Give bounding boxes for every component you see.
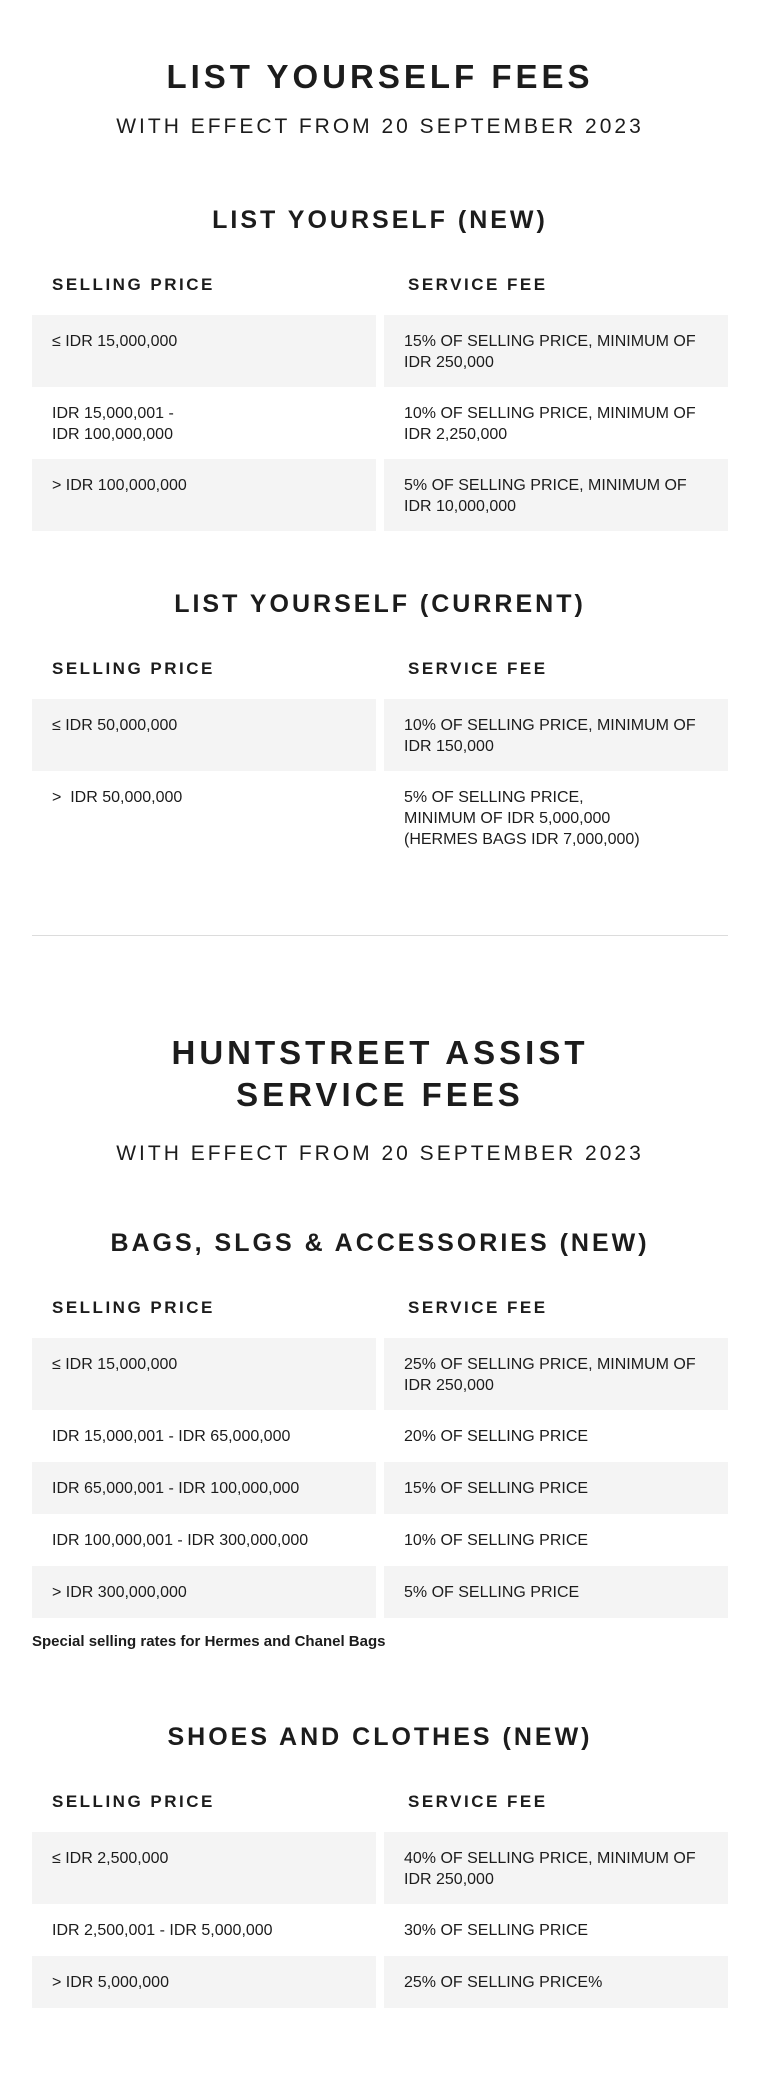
table-header <box>32 639 728 699</box>
selling-price-cell: IDR 65,000,001 - IDR 100,000,000 <box>32 1462 376 1514</box>
table-row <box>32 387 728 459</box>
list-yourself-current-table <box>0 639 760 865</box>
selling-price-header: SELLING PRICE <box>52 1298 215 1317</box>
service-fee-cell: 5% OF SELLING PRICE <box>384 1566 728 1618</box>
table-row <box>32 315 728 387</box>
service-fee-cell: 30% OF SELLING PRICE <box>404 1922 589 1939</box>
bags-table <box>0 1278 760 1652</box>
service-fee-header: SERVICE FEE <box>408 275 548 294</box>
service-fee-cell: 20% OF SELLING PRICE <box>404 1428 589 1445</box>
selling-price-header: SELLING PRICE <box>52 1792 215 1811</box>
table-row <box>32 1462 728 1514</box>
assist-title-line-1: HUNTSTREET ASSIST <box>171 1034 589 1071</box>
list-yourself-new-table <box>0 255 760 531</box>
list-yourself-effective-date: WITH EFFECT FROM 20 SEPTEMBER 2023 <box>116 115 644 138</box>
service-fee-cell: 40% OF SELLING PRICE, MINIMUM OF IDR 250,000 <box>384 1832 728 1904</box>
selling-price-cell: IDR 15,000,001 - IDR 100,000,000 <box>52 405 174 443</box>
selling-price-cell: IDR 100,000,001 - IDR 300,000,000 <box>52 1532 309 1549</box>
selling-price-cell: ≤ IDR 15,000,000 <box>32 315 376 387</box>
table-row <box>32 1832 728 1904</box>
table-row <box>32 459 728 531</box>
shoes-heading: SHOES AND CLOTHES (NEW) <box>167 1723 593 1751</box>
selling-price-cell: ≤ IDR 50,000,000 <box>32 699 376 771</box>
shoes-table <box>0 1772 760 2008</box>
table-row <box>32 771 728 865</box>
assist-title-line-2: SERVICE FEES <box>236 1076 524 1113</box>
table-row <box>32 1904 728 1956</box>
table-row <box>32 1410 728 1462</box>
table-row <box>32 1566 728 1618</box>
selling-price-cell: ≤ IDR 2,500,000 <box>32 1832 376 1904</box>
selling-price-cell: ≤ IDR 15,000,000 <box>32 1338 376 1410</box>
table-row <box>32 1514 728 1566</box>
selling-price-cell: > IDR 300,000,000 <box>32 1566 376 1618</box>
service-fee-cell: 25% OF SELLING PRICE% <box>384 1956 728 2008</box>
service-fee-header: SERVICE FEE <box>408 1298 548 1317</box>
service-fee-cell: 15% OF SELLING PRICE <box>384 1462 728 1514</box>
list-yourself-new-heading: LIST YOURSELF (NEW) <box>212 206 548 234</box>
selling-price-cell: > IDR 50,000,000 <box>52 789 183 806</box>
assist-title <box>0 936 760 1116</box>
selling-price-header: SELLING PRICE <box>52 659 215 678</box>
table-header <box>32 1278 728 1338</box>
list-yourself-title: LIST YOURSELF FEES <box>166 58 594 95</box>
selling-price-header: SELLING PRICE <box>52 275 215 294</box>
table-row <box>32 1338 728 1410</box>
selling-price-cell: IDR 2,500,001 - IDR 5,000,000 <box>52 1922 273 1939</box>
table-row <box>32 1956 728 2008</box>
service-fee-header: SERVICE FEE <box>408 659 548 678</box>
special-rates-note: Special selling rates for Hermes and Chanel Bags <box>32 1633 386 1650</box>
service-fee-cell: 25% OF SELLING PRICE, MINIMUM OF IDR 250,000 <box>384 1338 728 1410</box>
table-row <box>32 699 728 771</box>
service-fee-cell: 10% OF SELLING PRICE, MINIMUM OF IDR 150,000 <box>384 699 728 771</box>
service-fee-cell: 5% OF SELLING PRICE, MINIMUM OF IDR 10,000,000 <box>384 459 728 531</box>
service-fee-cell: 5% OF SELLING PRICE, MINIMUM OF IDR 5,000,000 (HERMES BAGS IDR 7,000,000) <box>404 789 640 848</box>
selling-price-cell: > IDR 5,000,000 <box>32 1956 376 2008</box>
assist-effective-date: WITH EFFECT FROM 20 SEPTEMBER 2023 <box>116 1142 644 1165</box>
list-yourself-current-heading: LIST YOURSELF (CURRENT) <box>174 590 586 618</box>
table-header <box>32 1772 728 1832</box>
service-fee-cell: 15% OF SELLING PRICE, MINIMUM OF IDR 250,000 <box>384 315 728 387</box>
table-header <box>32 255 728 315</box>
service-fee-cell: 10% OF SELLING PRICE, MINIMUM OF IDR 2,250,000 <box>404 405 696 443</box>
service-fee-header: SERVICE FEE <box>408 1792 548 1811</box>
bags-heading: BAGS, SLGS & ACCESSORIES (NEW) <box>110 1229 650 1257</box>
selling-price-cell: IDR 15,000,001 - IDR 65,000,000 <box>52 1428 291 1445</box>
service-fee-cell: 10% OF SELLING PRICE <box>404 1532 589 1549</box>
selling-price-cell: > IDR 100,000,000 <box>32 459 376 531</box>
